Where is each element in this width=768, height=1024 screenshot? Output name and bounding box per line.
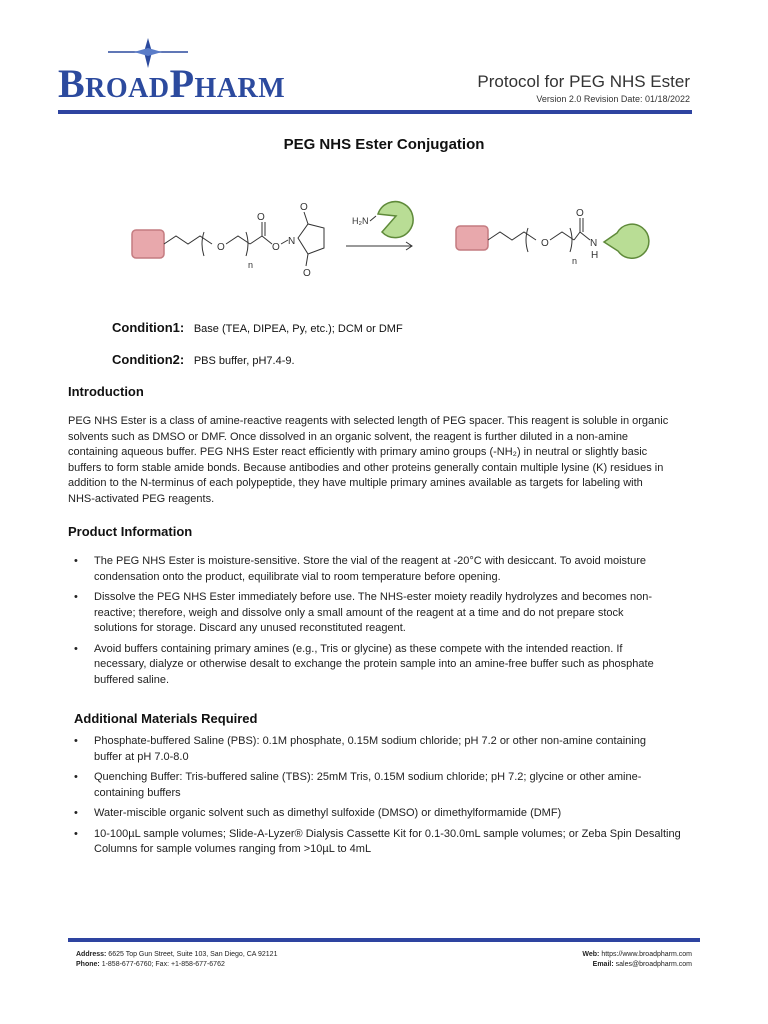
email-label: Email: <box>592 961 614 968</box>
bullet-line: solutions for storage. Discard any unused reconstituted reagent. <box>94 622 406 634</box>
peg-block-left <box>132 230 164 258</box>
product-pacman-icon <box>604 224 649 258</box>
bullet-line: Water-miscible organic solvent such as dimethyl sulfoxide (DMSO) or dimethylformamide (DMF) <box>94 807 562 819</box>
intro-line: containing aqueous buffer. PEG NHS Ester react efficiently with primary amino groups (-NH₂) in neutral or slightly basic <box>68 446 648 458</box>
carbonyl-o-left: O <box>257 212 265 223</box>
phone-label: Phone: <box>76 961 100 968</box>
version-info: Version 2.0 Revision Date: 01/18/2022 <box>536 94 690 104</box>
web-label: Web: <box>582 951 600 958</box>
broadpharm-logo <box>58 38 308 106</box>
bullet-line: reactive; therefore, weigh and dissolve only a small amount of the reagent at a time and do not prepare stock <box>94 606 624 619</box>
bullet-icon: • <box>74 771 78 783</box>
intro-line: solvents such as DMSO or DMF. Once dissolved in an organic solvent, the reagent is further diluted in a non-amine <box>68 430 629 443</box>
condition-1-value: Base (TEA, DIPEA, Py, etc.); DCM or DMF <box>193 323 403 335</box>
bullet-icon: • <box>74 555 78 567</box>
bullet-icon: • <box>74 642 78 655</box>
nhs-n: N <box>288 236 296 247</box>
intro-line: buffers to form stable amide bonds. Because antibodies and other proteins generally contain multiple lysine (K) residues in <box>68 461 664 474</box>
web-link[interactable]: https://www.broadpharm.com <box>601 951 692 958</box>
intro-line: addition to the N-terminus of each polypeptide, they have multiple primary amines available as targets for labeling with <box>68 477 643 489</box>
amide-n: N <box>590 238 598 249</box>
footer-contact <box>76 950 277 970</box>
bullet-icon: • <box>74 807 78 819</box>
ester-o: O <box>272 242 280 253</box>
bullet-line: Dissolve the PEG NHS Ester immediately before use. The NHS-ester moiety readily hydrolyzes and becomes non- <box>94 591 652 603</box>
bullet-icon: • <box>74 735 78 747</box>
bullet-line: 10-100µL sample volumes; Slide-A-Lyzer® Dialysis Cassette Kit for 0.1-30.0mL sample volumes; or Zeba Spin Desalting <box>94 827 681 840</box>
ether-o-right: O <box>541 238 549 249</box>
product-info-list <box>68 554 698 688</box>
amide-h: H <box>591 250 599 261</box>
list-item <box>68 554 698 585</box>
intro-line: PEG NHS Ester is a class of amine-reactive reagents with selected length of PEG spacer. This reagent is soluble in organic <box>68 415 669 427</box>
bullet-line: containing buffers <box>94 786 181 799</box>
bullet-line: necessary, dialyze or otherwise desalt to exchange the protein sample into an amine-free buffer such as phosphate <box>94 658 654 670</box>
bullet-line: buffer at pH 7.0-8.0 <box>94 750 189 763</box>
list-item <box>68 734 698 765</box>
footer-web <box>582 950 692 970</box>
condition-2-label: Condition2: <box>112 352 185 367</box>
address-label: Address: <box>76 951 107 958</box>
bullet-line: condensation onto the product, equilibrate vial to room temperature before opening. <box>94 570 501 583</box>
list-item <box>68 806 698 822</box>
materials-list <box>68 734 698 858</box>
condition-2 <box>112 352 295 367</box>
page-title: PEG NHS Ester Conjugation <box>283 136 485 153</box>
ether-o-left: O <box>217 242 225 253</box>
bullet-icon: • <box>74 591 78 603</box>
intro-line: NHS-activated PEG reagents. <box>68 492 215 505</box>
repeat-n-right: n <box>572 256 578 266</box>
phone-text: 1-858-677-6760; Fax: +1-858-677-6762 <box>101 961 225 968</box>
list-item <box>68 590 698 637</box>
address-text: 6625 Top Gun Street, Suite 103, San Diego, CA 92121 <box>108 951 278 958</box>
introduction-heading: Introduction <box>68 384 144 399</box>
bullet-line: Phosphate-buffered Saline (PBS): 0.1M phosphate, 0.15M sodium chloride; pH 7.2 or other non-amine containing <box>94 735 646 747</box>
bullet-line: The PEG NHS Ester is moisture-sensitive. Store the vial of the reagent at -20°C with desiccant. To avoid moisture <box>94 555 646 567</box>
nhs-o-top: O <box>300 202 308 213</box>
condition-2-value: PBS buffer, pH7.4-9. <box>193 355 295 367</box>
bullet-line: Quenching Buffer: Tris-buffered saline (TBS): 25mM Tris, 0.15M sodium chloride; pH 7.2; glycine or other amine- <box>94 771 642 783</box>
bullet-icon: • <box>74 827 78 840</box>
condition-1-label: Condition1: <box>112 320 185 335</box>
header-divider <box>58 110 692 114</box>
introduction-body <box>68 414 698 507</box>
materials-heading: Additional Materials Required <box>74 711 258 726</box>
repeat-n-left: n <box>248 260 254 270</box>
peg-block-right <box>456 226 488 250</box>
protein-pacman-icon <box>378 202 413 238</box>
footer-divider <box>68 938 700 942</box>
list-item <box>68 770 698 801</box>
bullet-line: Avoid buffers containing primary amines (e.g., Tris or glycine) as these compete with the intended reaction. If <box>94 642 623 655</box>
reaction-scheme <box>120 186 660 286</box>
list-item <box>68 642 698 689</box>
bullet-line: Columns for sample volumes ranging from >10µL to 4mL <box>94 843 372 855</box>
logo-text: BroadPharm <box>58 61 286 106</box>
bullet-line: buffered saline. <box>94 673 170 686</box>
product-info-heading: Product Information <box>68 524 193 539</box>
condition-1 <box>112 320 403 335</box>
document-title: Protocol for PEG NHS Ester <box>477 72 690 91</box>
email-link[interactable]: sales@broadpharm.com <box>615 961 692 968</box>
amide-o: O <box>576 208 584 219</box>
nhs-o-bottom: O <box>303 268 311 279</box>
list-item <box>68 827 698 858</box>
amine-label: H₂N <box>352 216 369 226</box>
